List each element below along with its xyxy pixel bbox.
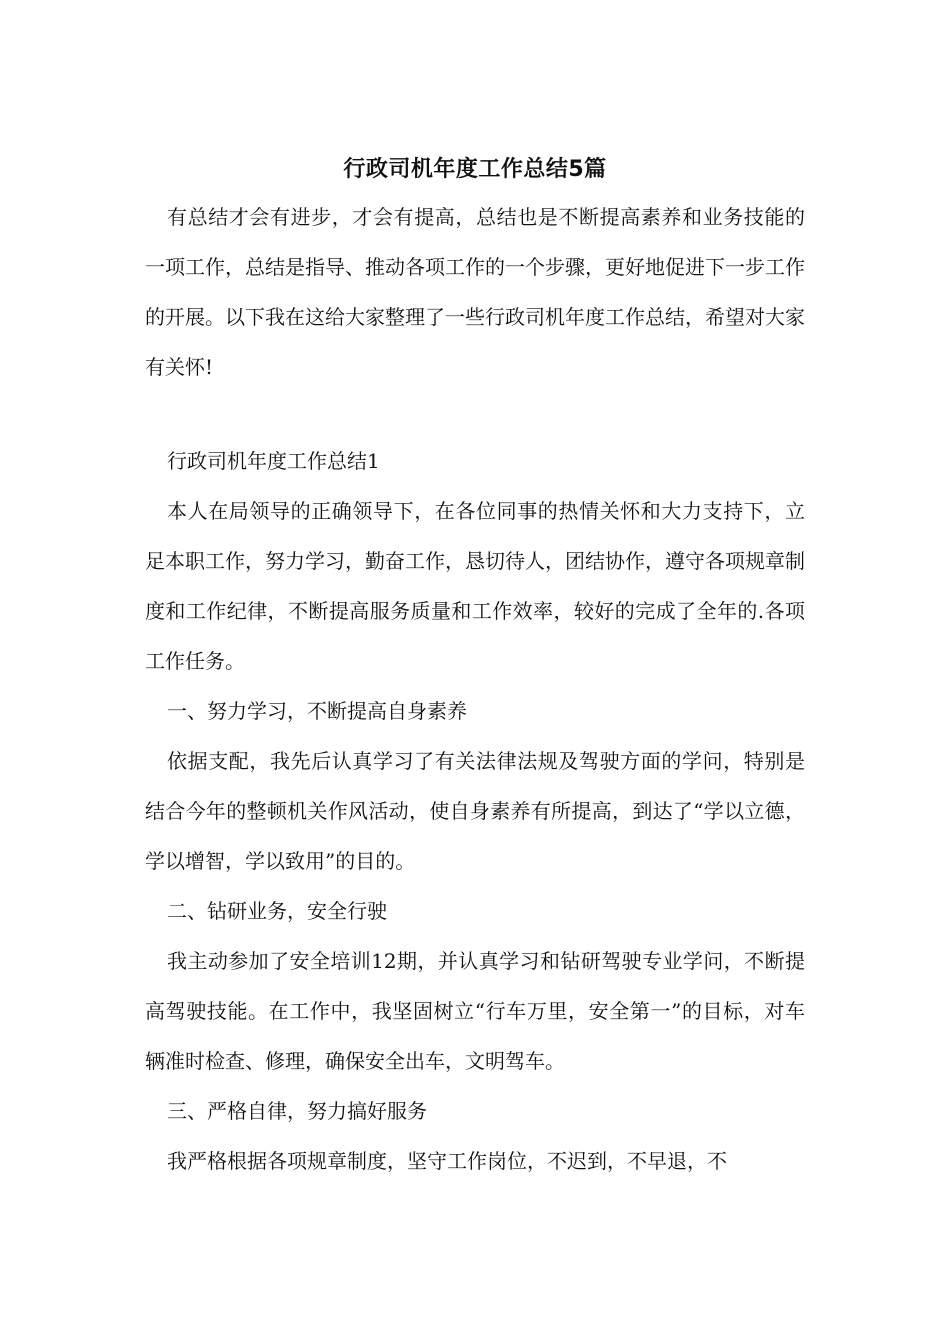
subheading: 二、钻研业务，安全行驶	[167, 899, 387, 923]
subheading: 一、努力学习，不断提高自身素养	[167, 699, 467, 723]
subheading: 三、严格自律，努力搞好服务	[167, 1099, 427, 1123]
blank-line	[145, 392, 805, 436]
section-title: 行政司机年度工作总结1	[167, 449, 380, 473]
body-paragraph: 依据支配，我先后认真学习了有关法律法规及驾驶方面的学问，特别是结合今年的整顿机关作风活动，使自身素养有所提高，到达了“学以立德，学以增智，学以致用”的目的。	[145, 749, 805, 873]
body-paragraph: 我严格根据各项规章制度，坚守工作岗位，不迟到，不早退，不	[167, 1149, 727, 1173]
body-paragraph: 我主动参加了安全培训12期，并认真学习和钻研驾驶专业学问，不断提高驾驶技能。在工作中，我坚固树立“行车万里，安全第一”的目标，对车辆准时检查、修理，确保安全出车，文明驾车。	[145, 949, 805, 1073]
document-body	[145, 148, 805, 1186]
document-title: 行政司机年度工作总结5篇	[343, 157, 607, 182]
intro-paragraph: 有总结才会有进步，才会有提高，总结也是不断提高素养和业务技能的一项工作，总结是指导、推动各项工作的一个步骤，更好地促进下一步工作的开展。以下我在这给大家整理了一些行政司机年度工作总结，希望对大家有关怀!	[145, 205, 805, 379]
body-paragraph: 本人在局领导的正确领导下，在各位同事的热情关怀和大力支持下，立足本职工作，努力学习，勤奋工作，恳切待人，团结协作，遵守各项规章制度和工作纪律，不断提高服务质量和工作效率，较好的完成了全年的.各项工作任务。	[145, 499, 805, 673]
